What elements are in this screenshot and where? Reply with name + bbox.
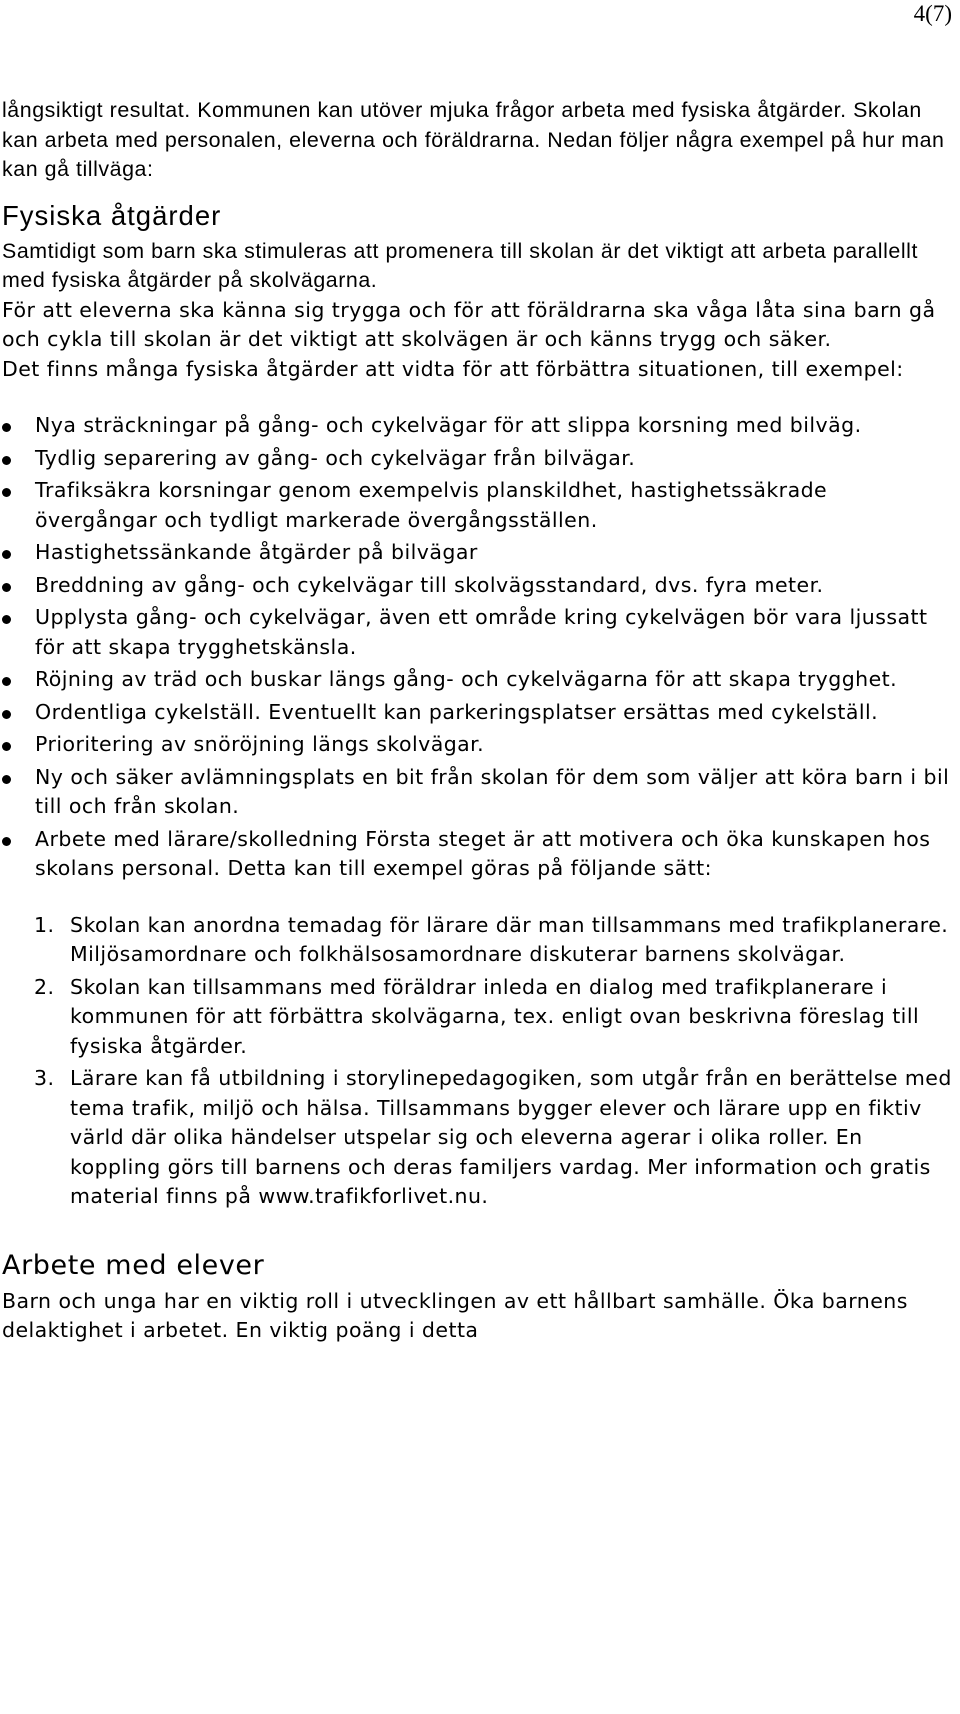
numbered-item-text: Lärare kan få utbildning i storylinepedagogiken, som utgår från en berättelse med tema trafik, miljö och hälsa. Tillsammans bygger elever och lärare upp en fiktiv värld där olika händelser utspelar sig och eleverna agerar i olika roller. En koppling görs till barnens och deras familjers vardag. Mer information och gratis material finns på www.trafikforlivet.nu.: [70, 1066, 952, 1208]
bullet-icon: [2, 742, 11, 751]
section-heading-physical-measures: Fysiska åtgärder: [2, 199, 222, 231]
list-item-text: Ny och säker avlämningsplats en bit från skolan för dem som väljer att köra barn i bil till och från skolan.: [35, 764, 950, 818]
bullet-icon: [2, 456, 11, 465]
bullet-icon: [2, 615, 11, 624]
list-item: [2, 730, 952, 760]
list-item-text: Arbete med lärare/skolledning Första steget är att motivera och öka kunskapen hos skolans personal. Detta kan till exempel göras på följande sätt:: [35, 826, 931, 880]
list-item-text: Ordentliga cykelställ. Eventuellt kan parkeringsplatser ersättas med cykelställ.: [35, 699, 879, 724]
list-item: [2, 476, 952, 535]
numbered-item: [2, 911, 952, 970]
list-item-text: Nya sträckningar på gång- och cykelvägar för att slippa korsning med bilväg.: [35, 413, 862, 437]
list-item-text: Trafiksäkra korsningar genom exempelvis planskildhet, hastighetssäkrade övergångar och tydligt markerade övergångsställen.: [35, 478, 828, 532]
physical-paragraph-1: Samtidigt som barn ska stimuleras att promenera till skolan är det viktigt att arbeta parallellt med fysiska åtgärder på skolvägarna.: [2, 238, 918, 292]
numbered-item: [2, 1064, 952, 1212]
list-item: [2, 571, 952, 601]
list-item-text: Prioritering av snöröjning längs skolvägar.: [35, 732, 485, 756]
physical-paragraph-3: Det finns många fysiska åtgärder att vidta för att förbättra situationen, till exempel:: [2, 356, 904, 381]
bullet-icon: [2, 423, 11, 432]
list-item: [2, 444, 952, 474]
bullet-icon: [2, 550, 11, 559]
bullet-icon: [2, 677, 11, 686]
list-item: [2, 603, 952, 662]
teacher-actions-numbered-list: [2, 911, 952, 1212]
list-item: [2, 411, 952, 441]
list-item: [2, 665, 952, 695]
bullet-icon: [2, 775, 11, 784]
numbered-item-text: Skolan kan tillsammans med föräldrar inleda en dialog med trafikplanerare i kommunen för att förbättra skolvägarna, tex. enligt ovan beskrivna föreslag till fysiska åtgärder.: [70, 974, 920, 1058]
measures-bullet-list: [2, 411, 952, 884]
item-number: 1.: [34, 912, 55, 937]
numbered-item: [2, 973, 952, 1062]
numbered-item-text: Skolan kan anordna temadag för lärare där man tillsammans med trafikplanerare. Miljösamordnare och folkhälsosamordnare diskuterar barnens skolvägar.: [70, 912, 949, 966]
students-paragraph: Barn och unga har en viktig roll i utvecklingen av ett hållbart samhälle. Öka barnens delaktighet i arbetet. En viktig poäng i detta: [2, 1288, 908, 1342]
list-item: [2, 763, 952, 822]
list-item-text: Tydlig separering av gång- och cykelvägar från bilvägar.: [35, 445, 636, 470]
intro-paragraph: långsiktigt resultat. Kommunen kan utöver mjuka frågor arbeta med fysiska åtgärder. Skolan kan arbeta med personalen, eleverna och föräldrarna. Nedan följer några exempel på hur man kan gå tillväga:: [2, 98, 945, 181]
item-number: 3.: [34, 1066, 55, 1090]
section-heading-students: Arbete med elever: [2, 1249, 265, 1281]
item-number: 2.: [34, 974, 55, 999]
bullet-icon: [2, 837, 11, 846]
list-item-text: Breddning av gång- och cykelvägar till skolvägsstandard, dvs. fyra meter.: [35, 572, 824, 597]
list-item-text: Röjning av träd och buskar längs gång- och cykelvägarna för att skapa trygghet.: [35, 667, 898, 691]
page-number: 4(7): [913, 1, 952, 26]
list-item: [2, 698, 952, 728]
physical-paragraph-2: För att eleverna ska känna sig trygga och för att föräldrarna ska våga låta sina barn gå och cykla till skolan är det viktigt att skolvägen är och känns trygg och säker.: [2, 297, 936, 351]
list-item: [2, 538, 952, 568]
list-item: [2, 825, 952, 884]
bullet-icon: [2, 583, 11, 592]
document-body: [2, 96, 952, 1346]
bullet-icon: [2, 710, 11, 719]
list-item-text: Upplysta gång- och cykelvägar, även ett område kring cykelvägen bör vara ljussatt för att skapa trygghetskänsla.: [35, 605, 928, 659]
bullet-icon: [2, 488, 11, 497]
list-item-text: Hastighetssänkande åtgärder på bilvägar: [35, 540, 478, 564]
